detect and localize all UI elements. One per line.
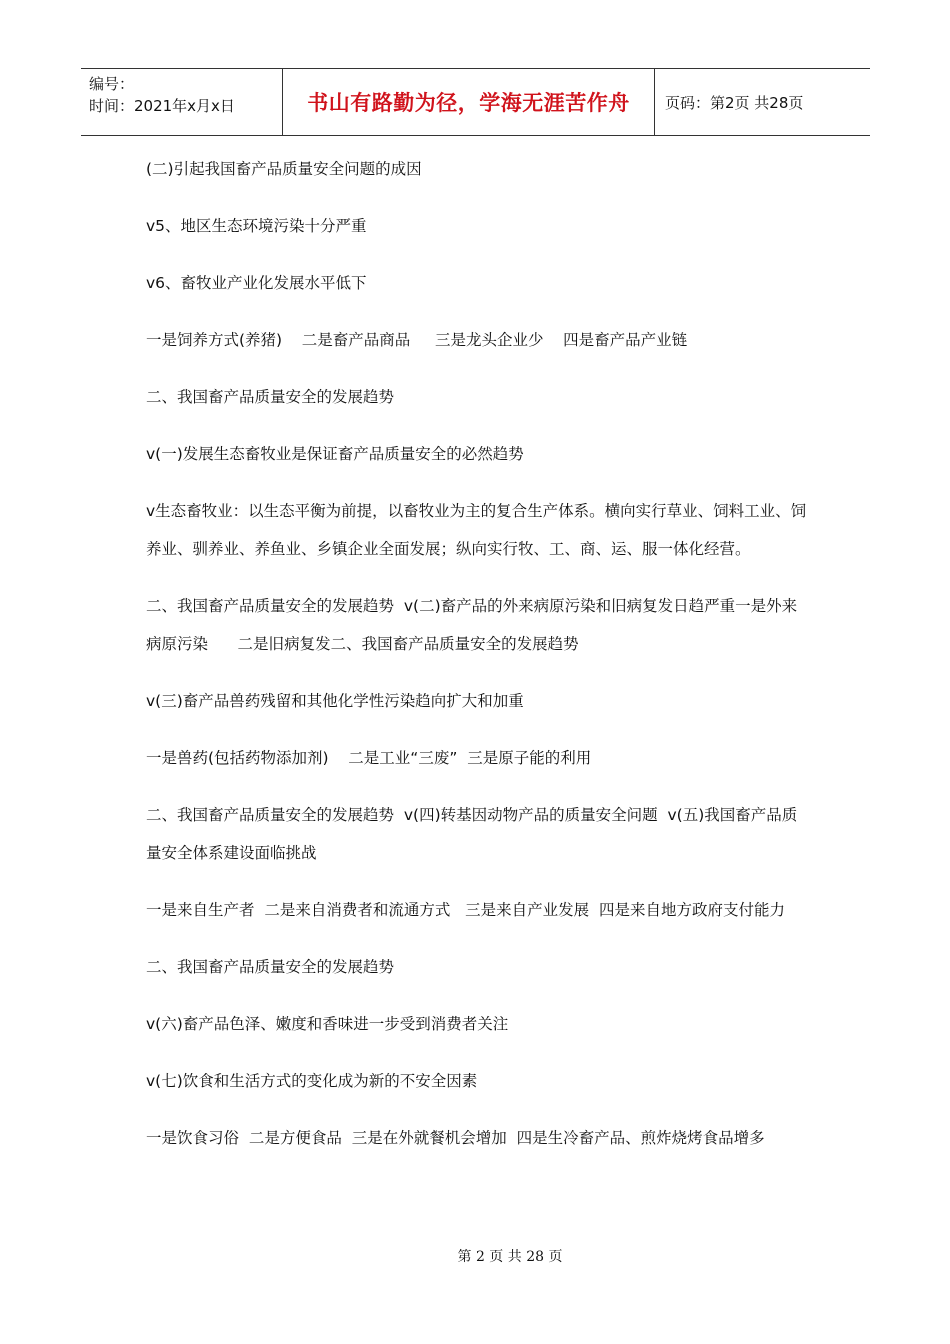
body-paragraph: v生态畜牧业：以生态平衡为前提，以畜牧业为主的复合生产体系。横向实行草业、饲料工业、饲养业、驯养业、养鱼业、乡镇企业全面发展；纵向实行牧、工、商、运、服一体化经营。 <box>146 502 807 558</box>
section-heading: 二、我国畜产品质量安全的发展趋势 <box>146 388 395 406</box>
body-paragraph: v(三)畜产品兽药残留和其他化学性污染趋向扩大和加重 <box>146 692 524 710</box>
header-motto: 书山有路勤为径，学海无涯苦作舟 <box>307 91 630 115</box>
document-number-label: 编号： <box>89 75 135 93</box>
document-date-label: 时间：2021年x月x日 <box>89 97 235 115</box>
body-paragraph: 二、我国畜产品质量安全的发展趋势 v(四)转基因动物产品的质量安全问题 v(五)我国畜产品质量安全体系建设面临挑战 <box>146 806 798 862</box>
page-header-table <box>81 68 870 136</box>
page-footer <box>0 1246 950 1266</box>
body-paragraph: v6、畜牧业产业化发展水平低下 <box>146 274 367 292</box>
header-motto-cell <box>283 69 655 135</box>
body-paragraph: v(一)发展生态畜牧业是保证畜产品质量安全的必然趋势 <box>146 445 524 463</box>
body-paragraph: 二、我国畜产品质量安全的发展趋势 v(二)畜产品的外来病原污染和旧病复发日趋严重一是外来病原污染 二是旧病复发二、我国畜产品质量安全的发展趋势 <box>146 597 798 653</box>
body-paragraph: v5、地区生态环境污染十分严重 <box>146 217 367 235</box>
body-paragraph: 一是饲养方式(养猪) 二是畜产品商品 三是龙头企业少 四是畜产品产业链 <box>146 331 688 349</box>
body-paragraph: v(六)畜产品色泽、嫩度和香味进一步受到消费者关注 <box>146 1015 509 1033</box>
body-paragraph: 一是兽药(包括药物添加剂) 二是工业“三废” 三是原子能的利用 <box>146 749 592 767</box>
header-page-info: 页码：第2页 共28页 <box>665 93 804 112</box>
body-paragraph: 一是饮食习俗 二是方便食品 三是在外就餐机会增加 四是生冷畜产品、煎炸烧烤食品增多 <box>146 1129 765 1147</box>
body-paragraph: v(七)饮食和生活方式的变化成为新的不安全因素 <box>146 1072 478 1090</box>
footer-page-number: 第 2 页 共 28 页 <box>457 1249 563 1265</box>
body-paragraph: 一是来自生产者 二是来自消费者和流通方式 三是来自产业发展 四是来自地方政府支付能力 <box>146 901 785 919</box>
section-heading: 二、我国畜产品质量安全的发展趋势 <box>146 958 395 976</box>
body-paragraph: (二)引起我国畜产品质量安全问题的成因 <box>146 160 422 178</box>
header-page-cell <box>655 69 870 135</box>
header-meta-cell <box>81 69 283 135</box>
document-body <box>146 150 810 1176</box>
